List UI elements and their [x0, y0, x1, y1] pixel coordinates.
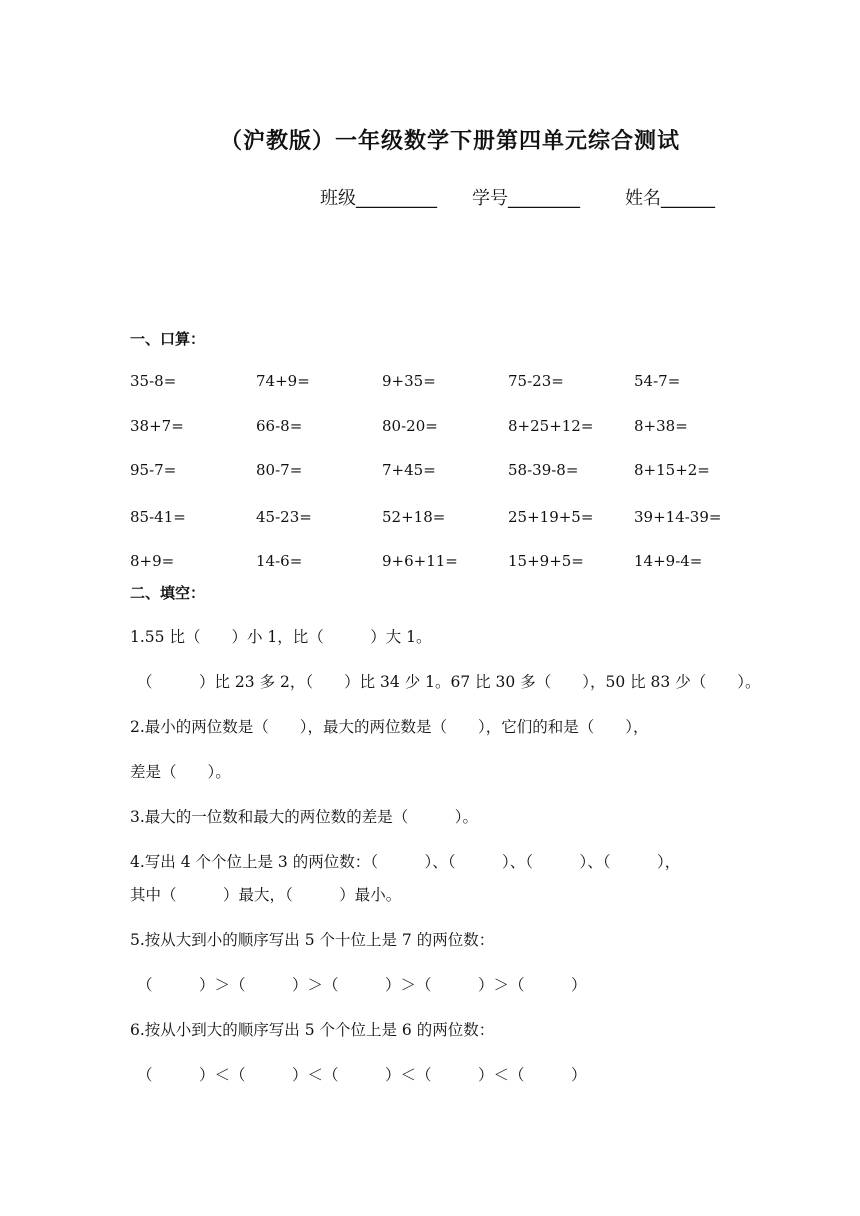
question-5-answer-line[interactable]: （ ）＞（ ）＞（ ）＞（ ）＞（ ）: [137, 976, 587, 994]
calc-problem: 75-23=: [508, 372, 564, 390]
calc-problem: 66-8=: [256, 417, 303, 435]
calc-problem: 80-7=: [256, 461, 303, 479]
calc-problem: 8+38=: [634, 417, 688, 435]
calc-problem: 8+15+2=: [634, 461, 710, 479]
calc-problem: 54-7=: [634, 372, 681, 390]
name-field[interactable]: 姓名______: [625, 188, 715, 209]
calc-problem: 85-41=: [130, 508, 186, 526]
calc-problem: 52+18=: [382, 508, 446, 526]
question-1-line-2: （ ）比 23 多 2，（ ）比 34 少 1。67 比 30 多（ ），50 比 83 少（ ）。: [137, 673, 761, 691]
calc-problem: 80-20=: [382, 417, 438, 435]
question-1-line-1: 1.55 比（ ）小 1，比（ ）大 1。: [130, 628, 432, 646]
question-3: 3.最大的一位数和最大的两位数的差是（ ）。: [130, 808, 479, 826]
section-mental-math-title: 一、口算：: [130, 330, 206, 348]
section-fill-blank-title: 二、填空：: [130, 584, 206, 602]
calc-problem: 95-7=: [130, 461, 177, 479]
calc-problem: 8+9=: [130, 552, 175, 570]
calc-problem: 7+45=: [382, 461, 436, 479]
calc-problem: 8+25+12=: [508, 417, 594, 435]
question-6-line-1: 6.按从小到大的顺序写出 5 个个位上是 6 的两位数：: [130, 1021, 495, 1039]
calc-problem: 35-8=: [130, 372, 177, 390]
question-4-line-2: 其中（ ）最大，（ ）最小。: [130, 886, 402, 904]
calc-problem: 9+6+11=: [382, 552, 458, 570]
calc-problem: 58-39-8=: [508, 461, 579, 479]
calc-problem: 38+7=: [130, 417, 184, 435]
calc-problem: 15+9+5=: [508, 552, 584, 570]
student-number-field[interactable]: 学号________: [472, 188, 580, 209]
class-field[interactable]: 班级_________: [320, 188, 437, 209]
calc-problem: 45-23=: [256, 508, 312, 526]
question-6-answer-line[interactable]: （ ）＜（ ）＜（ ）＜（ ）＜（ ）: [137, 1066, 587, 1084]
calc-problem: 74+9=: [256, 372, 310, 390]
calc-problem: 25+19+5=: [508, 508, 594, 526]
question-4-line-1: 4.写出 4 个个位上是 3 的两位数：（ ）、（ ）、（ ）、（ ），: [130, 853, 681, 871]
calc-problem: 39+14-39=: [634, 508, 722, 526]
calc-problem: 14+9-4=: [634, 552, 703, 570]
page-title: （沪教版）一年级数学下册第四单元综合测试: [219, 129, 680, 154]
calc-problem: 14-6=: [256, 552, 303, 570]
calc-problem: 9+35=: [382, 372, 436, 390]
question-5-line-1: 5.按从大到小的顺序写出 5 个十位上是 7 的两位数：: [130, 931, 495, 949]
question-2-line-1: 2.最小的两位数是（ ），最大的两位数是（ ），它们的和是（ ），: [130, 718, 649, 736]
question-2-line-2: 差是（ ）。: [130, 763, 231, 781]
